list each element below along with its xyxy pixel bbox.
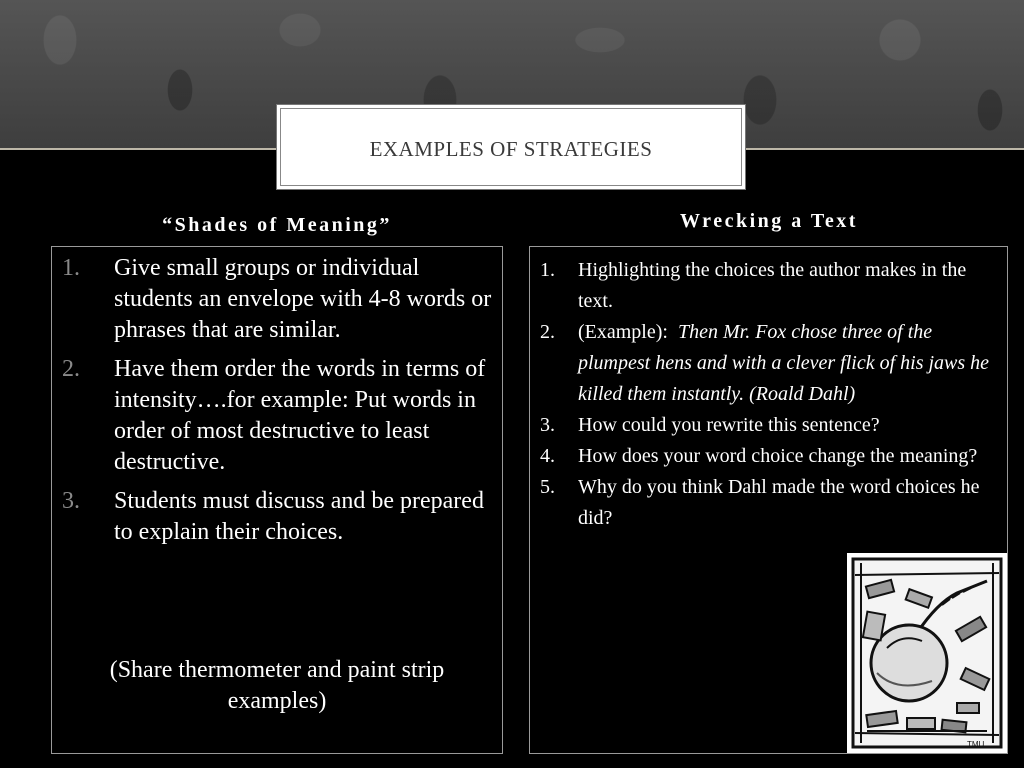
- left-strategy-list: [62, 253, 498, 556]
- slide-title: EXAMPLES OF STRATEGIES: [369, 137, 653, 161]
- list-number: 2.: [62, 356, 80, 382]
- list-number: 3.: [540, 414, 555, 436]
- example-quote: Then Mr. Fox chose three of the plumpest hens and with a clever flick of his jaws he killed them instantly. (Roald Dahl): [578, 321, 990, 405]
- list-text: Highlighting the choices the author makes in the text.: [578, 259, 967, 312]
- list-number: 2.: [540, 321, 555, 343]
- list-number: 1.: [62, 255, 80, 281]
- list-item: [540, 317, 1002, 410]
- list-number: 1.: [540, 259, 555, 281]
- list-item: [540, 410, 1002, 441]
- list-text: How could you rewrite this sentence?: [578, 414, 880, 436]
- right-strategy-list: [540, 255, 1002, 534]
- list-text: Students must discuss and be prepared to explain their choices.: [114, 488, 484, 545]
- list-text: Why do you think Dahl made the word choices he did?: [578, 476, 980, 529]
- list-item: [62, 253, 498, 346]
- list-item: [62, 486, 498, 548]
- list-text: (Example):: [578, 321, 678, 343]
- wrecking-ball-illustration: [847, 553, 1007, 753]
- list-item: [62, 354, 498, 478]
- right-column-heading: Wrecking a Text: [680, 210, 858, 232]
- title-box: [276, 104, 746, 190]
- list-item: [540, 472, 1002, 534]
- list-text: Have them order the words in terms of intensity….for example: Put words in order of most destructive to least destructive.: [114, 356, 486, 475]
- list-text: Give small groups or individual students an envelope with 4-8 words or phrases that are similar.: [114, 255, 492, 343]
- share-note: (Share thermometer and paint strip examples): [109, 657, 445, 714]
- left-column-heading: “Shades of Meaning”: [162, 214, 392, 236]
- list-item: [540, 441, 1002, 472]
- list-item: [540, 255, 1002, 317]
- list-number: 4.: [540, 445, 555, 467]
- list-number: 3.: [62, 488, 80, 514]
- list-text: How does your word choice change the meaning?: [578, 445, 978, 467]
- wrecking-ball-drawing: [847, 553, 1007, 753]
- illustration-signature: TMU: [967, 740, 985, 749]
- left-content-panel: [51, 246, 503, 754]
- list-number: 5.: [540, 476, 555, 498]
